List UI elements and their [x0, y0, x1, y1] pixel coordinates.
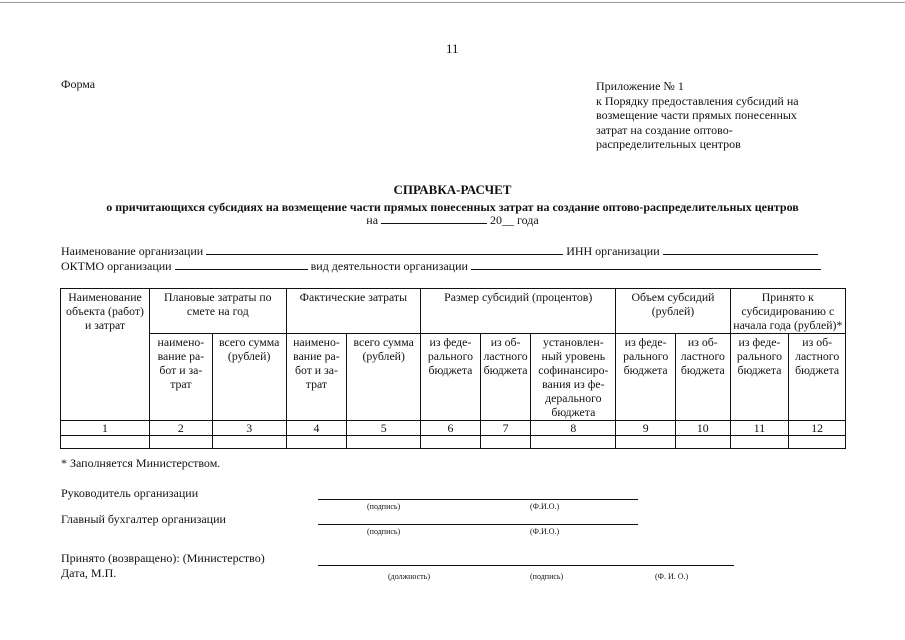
subheader-cell: из об-ластного бюджета	[676, 334, 731, 421]
oktmo-blank[interactable]	[175, 259, 308, 270]
header-subsidy-size: Размер субсидий (процентов)	[421, 289, 616, 334]
column-number: 3	[212, 421, 286, 436]
page-number: 11	[446, 41, 459, 56]
activity-label: вид деятельности организации	[310, 259, 468, 273]
subheader-cell: из об-ластного бюджета	[789, 334, 846, 421]
org-name-blank[interactable]	[206, 244, 563, 255]
accountant-signature-caption: (подпись)	[367, 527, 401, 536]
accepted-signature-caption: (подпись)	[530, 572, 564, 581]
head-signature-caption: (подпись)	[367, 502, 401, 511]
accountant-fio-caption: (Ф.И.О.)	[530, 527, 560, 536]
subheader-cell: установлен-ный уровень софинансиро-вания из фе-дерального бюджета	[531, 334, 616, 421]
subheader-cell: из феде-рального бюджета	[616, 334, 676, 421]
subheader-cell: всего сумма (рублей)	[347, 334, 421, 421]
table-cell[interactable]	[347, 436, 421, 449]
header-actual: Фактические затраты	[286, 289, 421, 334]
top-border-line	[0, 2, 905, 3]
head-fio-caption: (Ф.И.О.)	[530, 502, 560, 511]
column-number: 1	[61, 421, 150, 436]
table-cell[interactable]	[212, 436, 286, 449]
header-object: Наименование объекта (работ) и затрат	[61, 289, 150, 421]
subheader-cell: наимено-вание ра-бот и за-трат	[286, 334, 347, 421]
column-number: 9	[616, 421, 676, 436]
column-number: 4	[286, 421, 347, 436]
annex-line: затрат на создание оптово-	[596, 122, 733, 137]
footnote: * Заполняется Министерством.	[61, 456, 221, 470]
table-cell[interactable]	[150, 436, 213, 449]
header-planned: Плановые затраты по смете на год	[150, 289, 287, 334]
table-header-sub	[61, 334, 846, 421]
column-number: 8	[531, 421, 616, 436]
table-cell[interactable]	[676, 436, 731, 449]
accountant-label: Главный бухгалтер организации	[61, 512, 226, 526]
oktmo-row	[61, 259, 821, 274]
subheader-cell: из феде-рального бюджета	[421, 334, 481, 421]
date-blank[interactable]	[381, 213, 487, 224]
subheader-cell: наимено-вание ра-бот и за-трат	[150, 334, 213, 421]
table-row	[61, 436, 846, 449]
header-accepted: Принято к субсидированию с начала года (рублей)*	[730, 289, 845, 334]
subheader-cell: из феде-рального бюджета	[730, 334, 789, 421]
date-year: 20__ года	[490, 213, 539, 227]
inn-blank[interactable]	[663, 244, 818, 255]
calculation-table	[60, 288, 846, 449]
accepted-fio-caption: (Ф. И. О.)	[655, 572, 689, 581]
column-number: 6	[421, 421, 481, 436]
accepted-label: Принято (возвращено): (Министерство)	[61, 551, 265, 565]
position-caption: (должность)	[388, 572, 430, 581]
annex-line: к Порядку предоставления субсидий на	[596, 93, 799, 108]
org-name-label: Наименование организации	[61, 244, 204, 258]
annex-line: распределительных центров	[596, 137, 741, 151]
date-prefix: на	[366, 213, 379, 227]
table-cell[interactable]	[286, 436, 347, 449]
table-cell[interactable]	[421, 436, 481, 449]
table-header-top	[61, 289, 846, 334]
column-number-row	[61, 421, 846, 436]
header-subsidy-volume: Объем субсидий (рублей)	[616, 289, 730, 334]
table-cell[interactable]	[789, 436, 846, 449]
annex-block	[596, 79, 846, 152]
column-number: 10	[676, 421, 731, 436]
accountant-signature-line[interactable]	[318, 524, 638, 525]
column-number: 12	[789, 421, 846, 436]
table-cell[interactable]	[730, 436, 789, 449]
table-cell[interactable]	[61, 436, 150, 449]
column-number: 5	[347, 421, 421, 436]
date-line	[0, 213, 905, 228]
table-cell[interactable]	[531, 436, 616, 449]
oktmo-label: ОКТМО организации	[61, 259, 172, 273]
column-number: 2	[150, 421, 213, 436]
table-cell[interactable]	[480, 436, 531, 449]
annex-line: Приложение № 1	[596, 79, 684, 93]
document-subtitle: о причитающихся субсидиях на возмещение части прямых понесенных затрат на создание оптово-распределительных центров	[106, 200, 799, 214]
form-label: Форма	[61, 77, 96, 91]
head-label: Руководитель организации	[61, 486, 199, 500]
document-title: СПРАВКА-РАСЧЕТ	[393, 182, 512, 197]
column-number: 7	[480, 421, 531, 436]
org-name-row	[61, 244, 818, 259]
subheader-cell: из об-ластного бюджета	[480, 334, 531, 421]
annex-line: возмещение части прямых понесенных	[596, 108, 797, 122]
accepted-signature-line[interactable]	[318, 565, 734, 566]
date-mp-label: Дата, М.П.	[61, 566, 117, 580]
inn-label: ИНН организации	[566, 244, 660, 258]
subheader-cell: всего сумма (рублей)	[212, 334, 286, 421]
head-signature-line[interactable]	[318, 499, 638, 500]
table-cell[interactable]	[616, 436, 676, 449]
activity-blank[interactable]	[471, 259, 821, 270]
column-number: 11	[730, 421, 789, 436]
